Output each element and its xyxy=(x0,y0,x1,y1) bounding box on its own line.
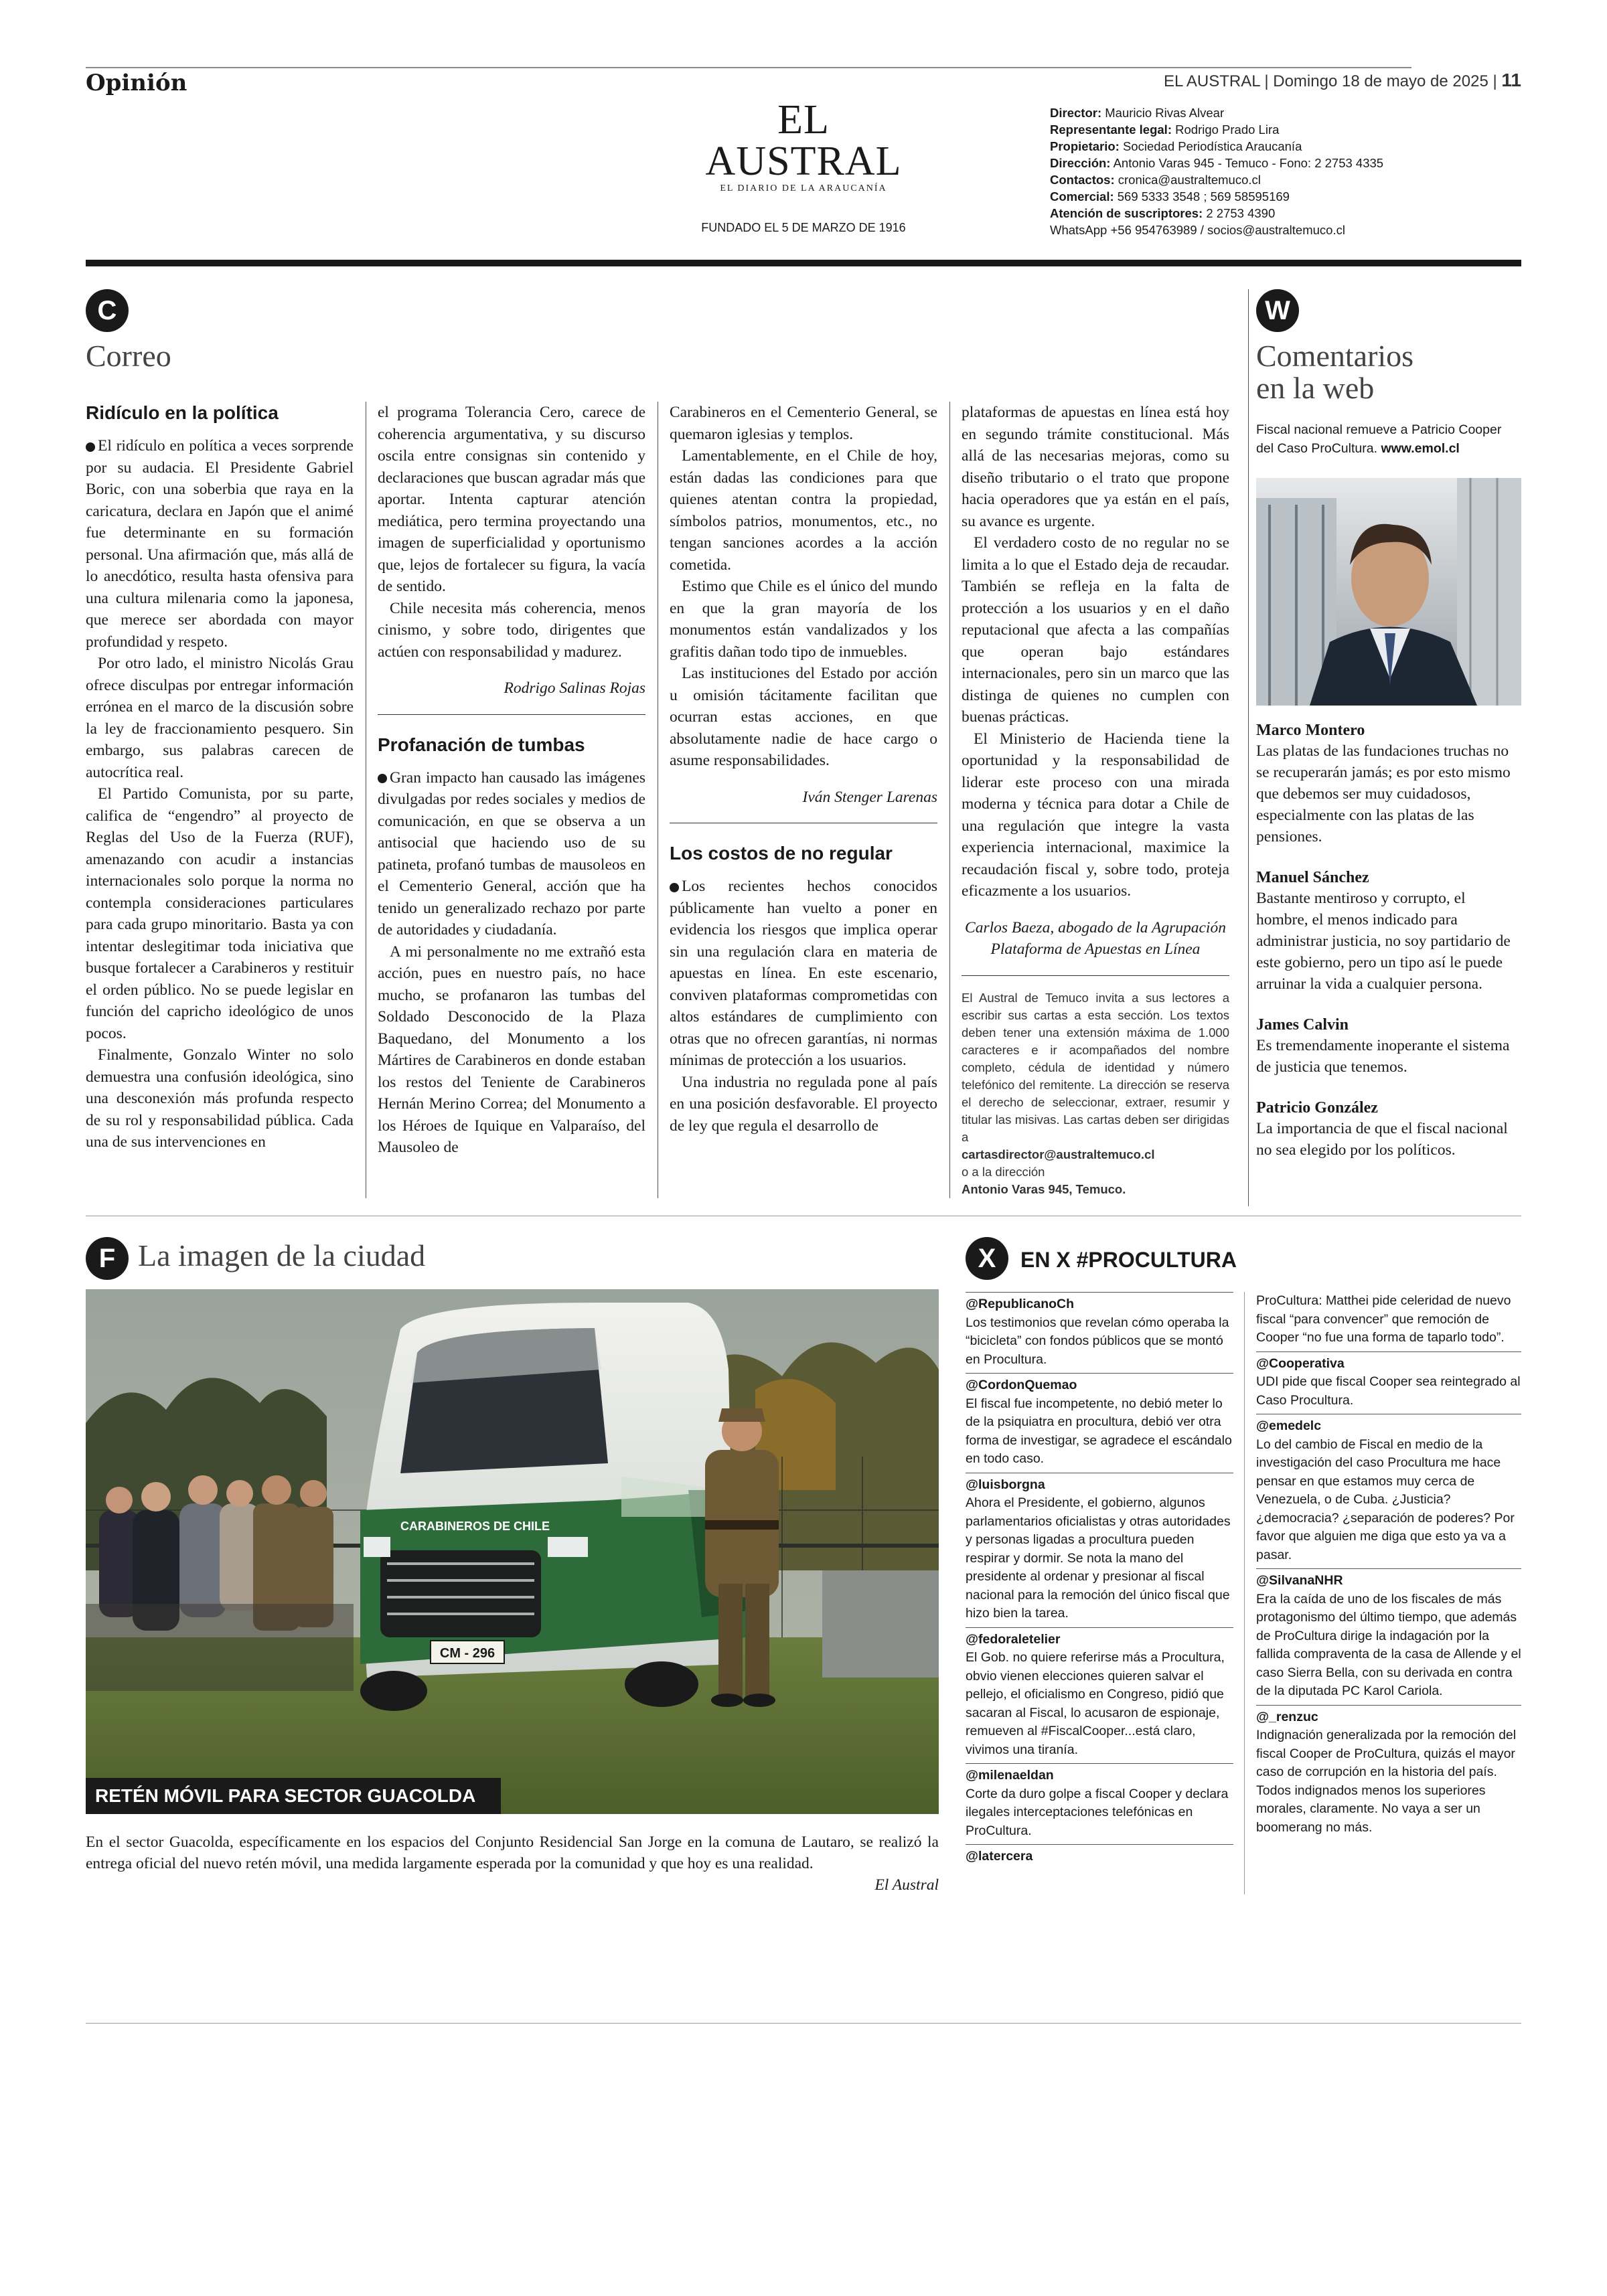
web-badge: W xyxy=(1256,289,1299,332)
tweet-handle[interactable]: @fedoraletelier xyxy=(966,1627,1233,1649)
x-badge: X xyxy=(966,1237,1008,1280)
folio: EL AUSTRAL | Domingo 18 de mayo de 2025 | 11 xyxy=(1164,70,1521,90)
city-photo xyxy=(86,1289,939,1814)
tweet-handle[interactable]: @milenaeldan xyxy=(966,1763,1233,1785)
comment-author: Marco Montero xyxy=(1256,722,1365,739)
comment xyxy=(1256,1098,1521,1161)
bullet-icon xyxy=(670,883,679,892)
correo-column-3 xyxy=(670,402,937,1137)
paragraph: Por otro lado, el ministro Nicolás Grau ofrece disculpas por entregar información errónea en el marco de la discusión sobre la ley de fraccionamiento pesquero. Sin embargo, sus palabras carecen de autocrítica real. xyxy=(86,655,354,781)
tweet-handle[interactable]: @emedelc xyxy=(1256,1414,1521,1436)
column-divider xyxy=(949,402,950,1198)
tweet-text: Los testimonios que revelan cómo operaba la “bicicleta” con fondos públicos que se montó en Procultura. xyxy=(966,1315,1229,1367)
paragraph: Lamentablemente, en el Chile de hoy, están dadas las condiciones para que quienes atentan contra la propiedad, símbolos patrios, monumentos, etc., no tengan sanciones acordes a la acción cometida. xyxy=(670,447,937,574)
masthead xyxy=(690,99,917,235)
paragraph: plataformas de apuestas en línea está hoy en segundo trámite constitucional. Más allá de las necesarias mejoras, como su diseño tributario o el trato que propone hacia operadores que ya están en el país, su avance es urgente. xyxy=(962,404,1229,530)
staff-line: WhatsApp +56 954763989 / socios@australtemuco.cl xyxy=(1050,223,1345,237)
comment-author: James Calvin xyxy=(1256,1016,1349,1034)
staff-line: Propietario: Sociedad Periodística Araucanía xyxy=(1050,139,1302,153)
paragraph: Chile necesita más coherencia, menos cinismo, y sobre todo, dirigentes que actúen con responsabilidad y madurez. xyxy=(378,599,645,661)
web-title: Comentarios en la web xyxy=(1256,339,1414,406)
section-label: Opinión xyxy=(86,70,187,96)
comment-text: Las platas de las fundaciones truchas no se recuperarán jamás; es por esto mismo que debemos ser muy cuidadosos, especialmente con las platas de las pensiones. xyxy=(1256,742,1511,845)
comment-author: Manuel Sánchez xyxy=(1256,869,1369,886)
tweet-text: Corte da duro golpe a fiscal Cooper y declara ilegales interceptaciones telefónicas en ProCultura. xyxy=(966,1786,1229,1838)
paragraph: El Partido Comunista, por su parte, califica de “engendro” al proyecto de Reglas del Uso de la Fuerza (RUF), amenazando con acudir a instancias internacionales solo porque la norma no contempla consideraciones particulares para cada grupo minoritario. Basta ya con intentar deslegitimar toda iniciativa que busque fortalecer a Carabineros y restituir el orden público. No se puede legislar en función del capricho ideológico de unos pocos. xyxy=(86,785,354,1042)
web-lead: Fiscal nacional remueve a Patricio Cooper del Caso ProCultura. www.emol.cl xyxy=(1256,422,1502,456)
bullet-icon xyxy=(378,774,387,783)
paragraph: A mi personalmente no me extrañó esta acción, pues en nuestro país, no hace mucho, se profanaron las tumbas del Soldado Desconocido de la Plaza Baquedano, del Monumento a los Mártires de Carabineros en donde estaban los restos del Teniente de Carabineros Hernán Merino Correa; del Monumento a los Héroes de Iquique en Valparaíso, del Mausoleo de xyxy=(378,942,645,1156)
tweet-text: Era la caída de uno de los fiscales de más protagonismo del último tiempo, que además de ProCultura dirige la indagación por la fallida compraventa de la casa de Allende y el caso Sierra Bella, con su derivada en contra de la diputada PC Karol Cariola. xyxy=(1256,1591,1521,1698)
correo-title: Correo xyxy=(86,339,171,373)
tweet-handle[interactable]: @RepublicanoCh xyxy=(966,1292,1233,1314)
column-divider xyxy=(1248,289,1249,1206)
staff-line: Contactos: cronica@australtemuco.cl xyxy=(1050,173,1261,187)
signature: Carlos Baeza, abogado de la Agrupación Plataforma de Apuestas en Línea xyxy=(965,918,1226,958)
paragraph: el programa Tolerancia Cero, carece de coherencia argumentativa, y su discurso oscila entre consignas sin contenido y declaraciones que buscan agradar más que aportar. Intenta capturar atención mediática, pero termina proyectando una imagen de superficialidad y oportunismo que, lejos de fortalecer su figura, la vacía de sentido. xyxy=(378,404,645,595)
bottom-rule xyxy=(86,2023,1521,2024)
paragraph: El ridículo en política a veces sorprende por su audacia. El Presidente Gabriel Boric, con una soberbia que raya en la caricatura, declara en Japón que el animé fue determinante en su formación personal. Una afirmación que, más allá de lo anecdótico, resulta hasta ofensiva para una cultura milenaria como la japonesa, que merece ser abordada con mayor profundidad y respeto. xyxy=(86,437,354,651)
article-title: Los costos de no regular xyxy=(670,843,893,864)
tweet-handle[interactable]: @latercera xyxy=(966,1844,1233,1866)
paragraph: Estimo que Chile es el único del mundo en que la gran mayoría de los monumentos están vandalizados y los grafitis dañan todo tipo de inmuebles. xyxy=(670,578,937,661)
portrait-photo xyxy=(1256,478,1521,706)
comment-text: Es tremendamente inoperante el sistema de justicia que tenemos. xyxy=(1256,1037,1510,1076)
paragraph: Los recientes hechos conocidos públicamente han vuelto a poner en evidencia los riesgos que implica operar sin una regulación clara en materia de apuestas en línea. En este escenario, conviven plataformas comprometidas con altos estándares de cumplimiento con otras que no ofrecen garantías, ni normas mínimas de protección a los usuarios. xyxy=(670,878,937,1069)
tweet-handle[interactable]: @SilvanaNHR xyxy=(1256,1568,1521,1590)
masthead-name: EL AUSTRAL xyxy=(705,97,902,184)
photo-credit: El Austral xyxy=(874,1876,939,1894)
correo-badge: C xyxy=(86,289,129,332)
tweet-handle[interactable]: @_renzuc xyxy=(1256,1705,1521,1727)
staff-line: Dirección: Antonio Varas 945 - Temuco - Fono: 2 2753 4335 xyxy=(1050,156,1384,170)
tweet-text: El fiscal fue incompetente, no debió meter lo de la psiquiatra en procultura, debió ver otra forma de investigar, se agradece el escándalo en todo caso. xyxy=(966,1396,1232,1466)
ciudad-title: La imagen de la ciudad xyxy=(138,1238,426,1273)
comment xyxy=(1256,1015,1521,1078)
tweets-column-2 xyxy=(1256,1292,1521,1841)
photo-caption: En el sector Guacolda, específicamente en los espacios del Conjunto Residencial San Jorge en la comuna de Lautaro, se realizó la entrega oficial del nuevo retén móvil, una medida largamente esperada por la comunidad y que hoy es una realidad. El Austral xyxy=(86,1831,939,1896)
paragraph: Una industria no regulada pone al país en una posición desfavorable. El proyecto de ley que regula el desarrollo de xyxy=(670,1073,937,1135)
web-lead-link[interactable]: www.emol.cl xyxy=(1381,441,1460,456)
tweet-text: Lo del cambio de Fiscal en medio de la investigación del caso Procultura me hace pensar en que estamos muy cerca de Venezuela, o de Cuba. ¿Justicia? ¿democracia? ¿separación de poderes? Por favor que alguien me diga que esto ya va a pasar. xyxy=(1256,1437,1515,1562)
web-comments xyxy=(1256,720,1521,1181)
letters-email[interactable]: cartasdirector@australtemuco.cl xyxy=(962,1147,1155,1161)
tweet-text: Ahora el Presidente, el gobierno, algunos parlamentarios oficialistas y otras autoridades y personas ligadas a procultura pueden respirar y dormir. Se nota la mano del presidente al ordenar y presionar al fiscal nacional para la remoción del único fiscal que hizo bien la tarea. xyxy=(966,1495,1231,1621)
paragraph: Finalmente, Gonzalo Winter no solo demuestra una confusión ideológica, sino una desconexión más profunda respecto de su rol y responsabilidad pública. Cada una de sus intervenciones en xyxy=(86,1046,354,1151)
staff-box xyxy=(1050,104,1411,238)
van-lettering: CARABINEROS DE CHILE xyxy=(400,1520,550,1533)
ciudad-badge: F xyxy=(86,1237,129,1280)
folio-page: 11 xyxy=(1501,70,1521,90)
tweet-handle[interactable]: @CordonQuemao xyxy=(966,1373,1233,1395)
comment-text: Bastante mentiroso y corrupto, el hombre, el menos indicado para administrar justicia, no soy partidario de este gobierno, pero un tipo así le puede arruinar la vida a cualquier persona. xyxy=(1256,890,1511,993)
paragraph: El verdadero costo de no regular no se limita a lo que el Estado deja de recaudar. También se refleja en la falta de protección a los usuarios y en el daño reputacional que afecta a las compañías que operan bajo estándares internacionales, pero sin un marco que las distinga de quienes no cumplen con buenas prácticas. xyxy=(962,534,1229,726)
photo-caption-bar: RETÉN MÓVIL PARA SECTOR GUACOLDA xyxy=(86,1778,501,1814)
column-divider xyxy=(1244,1292,1245,1894)
comment xyxy=(1256,720,1521,847)
van xyxy=(360,1303,749,1711)
portrait-image xyxy=(1256,478,1521,706)
tweet-handle[interactable]: @luisborgna xyxy=(966,1473,1233,1495)
staff-line: Director: Mauricio Rivas Alvear xyxy=(1050,106,1225,120)
signature: Iván Stenger Larenas xyxy=(802,788,937,806)
plate-number: CM - 296 xyxy=(439,1646,495,1661)
signature: Rodrigo Salinas Rojas xyxy=(504,679,645,697)
staff-line: Representante legal: Rodrigo Prado Lira xyxy=(1050,122,1280,137)
folio-paper: EL AUSTRAL xyxy=(1164,72,1260,90)
paragraph: Gran impacto han causado las imágenes divulgadas por redes sociales y medios de comunicación, en que se observa a un antisocial que haciendo uso de su patineta, profanó tumbas de mausoleos en el Cementerio General, acción que ha tenido un generalizado rechazo por parte de autoridades y ciudadanía. xyxy=(378,768,645,938)
city-photo-image xyxy=(86,1289,939,1814)
correo-column-2 xyxy=(378,402,645,1159)
header-rule xyxy=(86,67,1411,68)
paragraph: Las instituciones del Estado por acción u omisión tácitamente facilitan que ocurran estas acciones, en que absolutamente nadie de hace cargo o asume responsabilidades. xyxy=(670,665,937,769)
comment-text: La importancia de que el fiscal nacional no sea elegido por los políticos. xyxy=(1256,1120,1508,1159)
letters-address: Antonio Varas 945, Temuco. xyxy=(962,1181,1126,1196)
tweet-text: Indignación generalizada por la remoción del fiscal Cooper de ProCultura, quizás el mayor caso de corrupción en la historia del país. Todos indignados menos los superiores morales, claramente. No vaya a ser un boomerang no más. xyxy=(1256,1728,1517,1835)
article-title: Profanación de tumbas xyxy=(378,734,585,755)
staff-line: Comercial: 569 5333 3548 ; 569 58595169 xyxy=(1050,189,1290,203)
tweet-text: El Gob. no quiere referirse más a Procultura, obvio vienen elecciones quieren salvar el pellejo, el oficialismo en Congreso, pidió que sacaran al Fiscal, lo acusaron de espionaje, remueven al #FiscalCooper...está claro, vivimos una tiranía. xyxy=(966,1650,1225,1757)
bullet-icon xyxy=(86,442,95,452)
comment-author: Patricio González xyxy=(1256,1099,1378,1117)
masthead-subtitle: EL DIARIO DE LA ARAUCANÍA xyxy=(720,183,887,193)
article-divider xyxy=(378,714,645,715)
founded-date: FUNDADO EL 5 DE MARZO DE 1916 xyxy=(701,221,906,234)
tweet-text: ProCultura: Matthei pide celeridad de nuevo fiscal “para convencer” que remoción de Cooper “no fue una forma de taparlo todo”. xyxy=(1256,1293,1511,1345)
correo-column-4 xyxy=(962,402,1229,1198)
paragraph: Carabineros en el Cementerio General, se quemaron iglesias y templos. xyxy=(670,404,937,443)
tweet-text: UDI pide que fiscal Cooper sea reintegrado al Caso Procultura. xyxy=(1256,1374,1521,1408)
top-rule xyxy=(86,260,1521,266)
tweets-column-1 xyxy=(966,1292,1233,1866)
x-title: EN X #PROCULTURA xyxy=(1020,1248,1237,1272)
letters-note: El Austral de Temuco invita a sus lectores a escribir sus cartas a esta sección. Los textos deben tener una extensión máxima de 1.000 caracteres e ir acompañados del nombre completo, cédula de identidad y número telefónico del remitente. La dirección se reserva el derecho de seleccionar, extraer, resumir y titular las misivas. Las cartas deben ser dirigidas a cartasdirector@australtemuco.cl o a la dirección Antonio Varas 945, Temuco. xyxy=(962,990,1229,1196)
article-divider xyxy=(962,975,1229,976)
correo-column-1 xyxy=(86,402,354,1153)
staff-line: Atención de suscriptores: 2 2753 4390 xyxy=(1050,206,1276,220)
article-title: Ridículo en la política xyxy=(86,402,279,423)
folio-date: Domingo 18 de mayo de 2025 xyxy=(1273,72,1488,90)
comment xyxy=(1256,868,1521,995)
tweet-handle[interactable]: @Cooperativa xyxy=(1256,1351,1521,1374)
paragraph: El Ministerio de Hacienda tiene la oportunidad y la responsabilidad de liderar este proceso con una mirada moderna y técnica para dotar a Chile de una regulación que integre la vasta experiencia internacional, maximice la recaudación fiscal y, sobre todo, proteja eficazmente a los usuarios. xyxy=(962,730,1229,900)
